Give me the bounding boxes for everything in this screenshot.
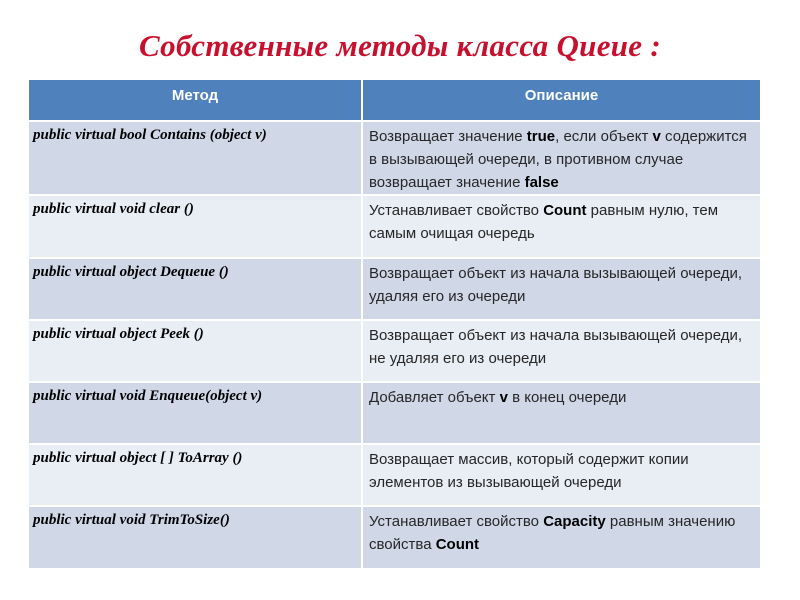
table-body — [29, 121, 760, 568]
methods-table-container — [29, 80, 760, 568]
keyword-text: Capacity — [543, 513, 606, 530]
description-cell: Устанавливает свойство Count равным нулю, тем самым очищая очередь — [362, 195, 760, 258]
keyword-text: false — [524, 174, 559, 191]
description-column-header: Описание — [362, 80, 760, 121]
table-row — [29, 382, 760, 444]
table-row — [29, 195, 760, 258]
keyword-text: v — [652, 128, 661, 145]
method-cell: public virtual object [ ] ToArray () — [29, 444, 362, 506]
slide-title: Собственные методы класса Queue : — [138, 28, 662, 63]
description-cell: Добавляет объект v в конец очереди — [362, 382, 760, 444]
method-cell: public virtual object Dequeue () — [29, 258, 362, 320]
keyword-text: Count — [543, 202, 587, 219]
method-cell: public virtual bool Contains (object v) — [29, 121, 362, 195]
description-cell: Возвращает значение true, если объект v содержится в вызывающей очереди, в противном случае возвращает значение false — [362, 121, 760, 195]
table-row — [29, 258, 760, 320]
table-row — [29, 444, 760, 506]
keyword-text: true — [526, 128, 556, 145]
method-cell: public virtual object Peek () — [29, 320, 362, 382]
method-cell: public virtual void TrimToSize() — [29, 506, 362, 568]
table-row — [29, 320, 760, 382]
description-cell: Возвращает объект из начала вызывающей очереди, не удаляя его из очереди — [362, 320, 760, 382]
methods-table — [29, 80, 760, 568]
table-row — [29, 121, 760, 195]
keyword-text: Count — [435, 536, 480, 553]
table-row — [29, 506, 760, 568]
method-column-header: Метод — [29, 80, 362, 121]
method-cell: public virtual void Enqueue(object v) — [29, 382, 362, 444]
table-header-row — [29, 80, 760, 121]
description-cell: Возвращает массив, который содержит копии элементов из вызывающей очереди — [362, 444, 760, 506]
method-cell: public virtual void clear () — [29, 195, 362, 258]
description-cell: Устанавливает свойство Capacity равным значению свойства Count — [362, 506, 760, 568]
keyword-text: v — [499, 389, 508, 406]
description-cell: Возвращает объект из начала вызывающей очереди, удаляя его из очереди — [362, 258, 760, 320]
